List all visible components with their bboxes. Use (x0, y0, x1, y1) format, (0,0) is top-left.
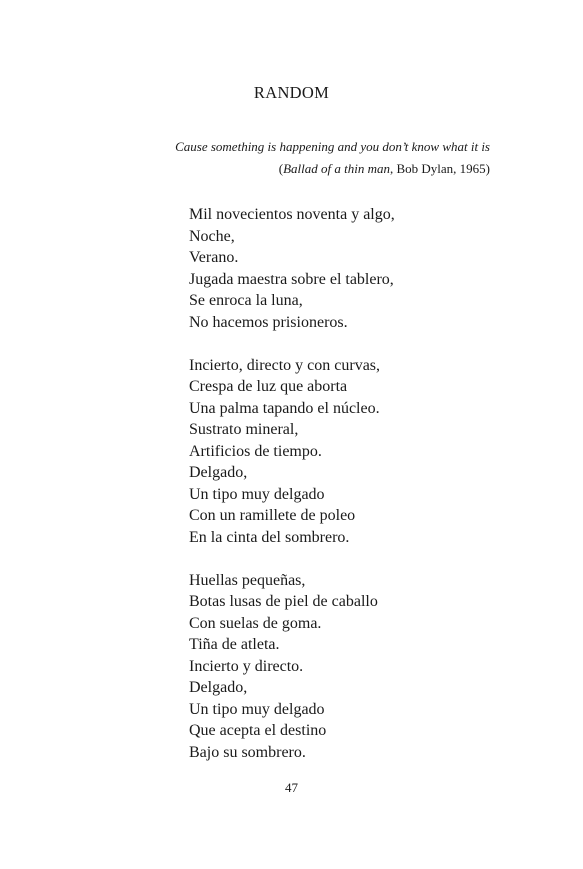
stanza-2 (189, 355, 559, 549)
poem-line: Incierto, directo y con curvas, (189, 356, 381, 374)
poem-title: RANDOM (253, 83, 330, 102)
poem-line: Sustrato mineral, (189, 421, 299, 438)
epigraph-source-open: ( (278, 161, 284, 176)
poem-line: Se enroca la luna, (189, 292, 303, 309)
poem-line: Un tipo muy delgado (189, 700, 325, 718)
poem-line: Con suelas de goma. (189, 614, 322, 632)
epigraph-source-title: Ballad of a thin man (283, 161, 390, 176)
poem-line: No hacemos prisioneros. (189, 313, 348, 331)
poem-line: Jugada maestra sobre el tablero, (189, 270, 394, 288)
poem-line: Con un ramillete de poleo (189, 507, 356, 524)
epigraph-source (100, 158, 490, 180)
epigraph-source-rest: , Bob Dylan, 1965) (389, 161, 490, 176)
poem-line: Un tipo muy delgado (189, 485, 325, 503)
poem-line: En la cinta del sombrero. (189, 528, 350, 546)
poem-line: Crespa de luz que aborta (189, 378, 348, 395)
poem-line: Delgado, (189, 679, 248, 696)
poem-line: Artificios de tiempo. (189, 442, 322, 460)
stanza-1 (189, 204, 559, 333)
poem-line: Bajo su sombrero. (189, 743, 306, 761)
poem-line: Delgado, (189, 464, 248, 481)
epigraph-quote: Cause something is happening and you don’t know what it is (175, 139, 490, 154)
poem-line: Noche, (189, 227, 235, 245)
poem-line: Que acepta el destino (189, 722, 327, 739)
poem-line: Mil novecientos noventa y algo, (189, 206, 395, 223)
poem-line: Tiña de atleta. (189, 636, 280, 653)
poem-line: Botas lusas de piel de caballo (189, 593, 378, 610)
poem-body (189, 204, 559, 785)
page-number: 47 (285, 780, 298, 795)
poem-line: Una palma tapando el núcleo. (189, 399, 380, 417)
poem-line: Incierto y directo. (189, 657, 304, 675)
poem-line: Verano. (189, 249, 239, 266)
epigraph (100, 136, 490, 180)
poem-line: Huellas pequeñas, (189, 571, 306, 589)
stanza-3 (189, 570, 559, 764)
